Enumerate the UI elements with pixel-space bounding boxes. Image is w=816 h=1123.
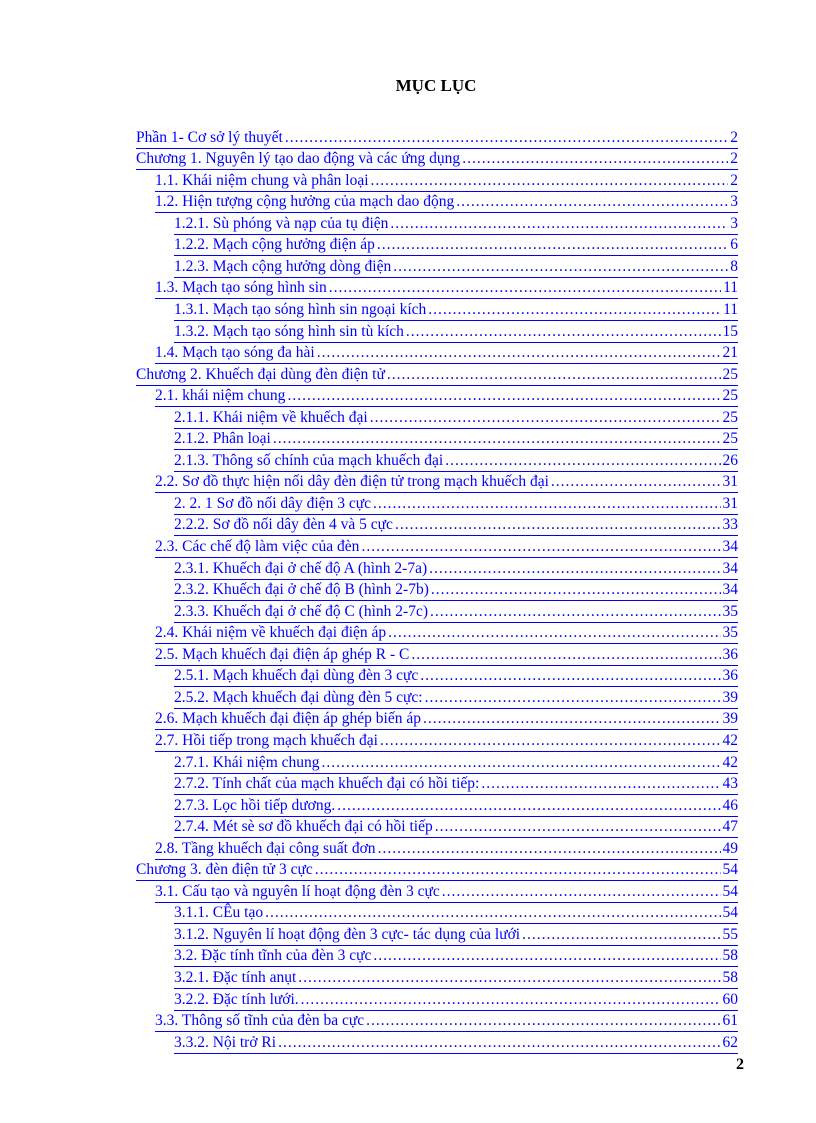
- toc-entry-title: 2.3.3. Khuếch đại ở chế độ C (hình 2-7c): [174, 602, 428, 620]
- toc-entry[interactable]: [155, 472, 738, 494]
- toc-dot-leader: [278, 1033, 720, 1053]
- toc-entry[interactable]: [174, 450, 738, 472]
- toc-entry[interactable]: [155, 623, 738, 645]
- toc-entry-page: 39: [722, 710, 738, 728]
- toc-entry-title: 2.7. Hồi tiếp trong mạch khuếch đại: [155, 731, 378, 749]
- toc-entry[interactable]: [174, 299, 738, 321]
- toc-entry[interactable]: [174, 774, 738, 796]
- toc-dot-leader: [462, 149, 728, 169]
- toc-entry[interactable]: [174, 407, 738, 429]
- page-title: MỤC LỤC: [395, 76, 477, 95]
- toc-entry-page: 42: [722, 753, 738, 771]
- toc-entry-title: 2.8. Tầng khuếch đại công suất đơn: [155, 839, 376, 857]
- toc-entry-page: 43: [722, 775, 738, 793]
- toc-entry-title: 3.2. Đặc tính tĩnh của đèn 3 cực: [174, 947, 372, 965]
- toc-dot-leader: [322, 753, 721, 773]
- toc-dot-leader: [395, 515, 721, 535]
- toc-dot-leader: [442, 882, 721, 902]
- toc-entry[interactable]: [174, 946, 738, 968]
- toc-entry-page: 2: [730, 128, 738, 146]
- toc-entry-page: 31: [722, 473, 738, 491]
- toc-entry-title: 3.1. Cấu tạo và nguyên lí hoạt động đèn 3 cực: [155, 882, 440, 900]
- toc-dot-leader: [366, 1011, 720, 1031]
- toc-dot-leader: [273, 429, 721, 449]
- toc-dot-leader: [445, 451, 720, 471]
- toc-entry[interactable]: [174, 558, 738, 580]
- toc-entry-page: 36: [722, 667, 738, 685]
- toc-entry[interactable]: [174, 493, 738, 515]
- toc-entry[interactable]: [155, 192, 738, 214]
- toc-entry-page: 54: [722, 861, 738, 879]
- toc-entry-title: 3.2.1. Đặc tính anụt: [174, 969, 297, 987]
- toc-entry[interactable]: [155, 1011, 738, 1033]
- toc-dot-leader: [423, 709, 721, 729]
- toc-entry-title: 2. 2. 1 Sơ đồ nối dây điện 3 cực: [174, 494, 371, 512]
- toc-entry-page: 58: [722, 969, 738, 987]
- toc-entry[interactable]: [174, 580, 738, 602]
- toc-dot-leader: [481, 774, 720, 794]
- toc-entry[interactable]: [155, 881, 738, 903]
- toc-entry-page: 11: [723, 300, 738, 318]
- toc-entry-title: 3.2.2. Đặc tính lưới.: [174, 990, 299, 1008]
- page-number: 2: [736, 1056, 744, 1073]
- toc-dot-leader: [522, 925, 720, 945]
- toc-entry-title: 2.7.4. Mét sè sơ đồ khuếch đại có hồi tiếp: [174, 818, 433, 836]
- toc-entry[interactable]: [174, 817, 738, 839]
- toc-entry-page: 15: [722, 322, 738, 340]
- toc-entry-title: 2.3. Các chế độ làm việc của đèn: [155, 538, 360, 556]
- toc-entry-page: 61: [722, 1012, 738, 1030]
- toc-entry-page: 49: [722, 839, 738, 857]
- toc-dot-leader: [377, 235, 728, 255]
- toc-entry-page: 25: [722, 387, 738, 405]
- toc-entry[interactable]: [174, 989, 738, 1011]
- toc-entry[interactable]: [155, 278, 738, 300]
- toc-entry-page: 21: [722, 344, 738, 362]
- toc-entry[interactable]: [155, 386, 738, 408]
- toc-entry[interactable]: [174, 924, 738, 946]
- toc-dot-leader: [456, 192, 728, 212]
- toc-dot-leader: [425, 688, 721, 708]
- toc-entry-page: 8: [730, 257, 738, 275]
- toc-dot-leader: [420, 666, 720, 686]
- toc-entry[interactable]: [174, 666, 738, 688]
- toc-entry-page: 6: [730, 236, 738, 254]
- toc-entry-title: 1.2. Hiện tượng cộng hưởng của mạch dao động: [155, 193, 455, 211]
- toc-entry[interactable]: [155, 838, 738, 860]
- toc-entry-title: 2.3.1. Khuếch đại ở chế độ A (hình 2-7a): [174, 559, 428, 577]
- toc-entry-title: 1.4. Mạch tạo sóng đa hài: [155, 344, 315, 362]
- toc-entry-page: 34: [722, 559, 738, 577]
- toc-entry-page: 33: [722, 516, 738, 534]
- toc-entry-title: 1.1. Khái niệm chung và phân loại: [155, 171, 369, 189]
- toc-entry-page: 46: [722, 796, 738, 814]
- toc-entry-title: 1.2.1. Sù phóng và nạp của tụ điện: [174, 214, 389, 232]
- toc-dot-leader: [388, 623, 720, 643]
- toc-entry-page: 3: [730, 214, 738, 232]
- toc-entry-title: 1.3.2. Mạch tạo sóng hình sin tù kích: [174, 322, 404, 340]
- toc-entry-page: 36: [722, 645, 738, 663]
- toc-entry-page: 55: [722, 925, 738, 943]
- toc-entry-page: 62: [722, 1033, 738, 1051]
- toc-entry-title: 2.1.2. Phân loại: [174, 430, 271, 448]
- toc-dot-leader: [551, 472, 721, 492]
- toc-entry-title: 2.3.2. Khuếch đại ở chế độ B (hình 2-7b): [174, 581, 429, 599]
- toc-entry-title: 3.3. Thông số tĩnh của đèn ba cực: [155, 1012, 365, 1030]
- toc-dot-leader: [390, 214, 728, 234]
- toc-dot-leader: [373, 946, 720, 966]
- toc-entry[interactable]: [174, 515, 738, 537]
- toc-dot-leader: [387, 365, 721, 385]
- toc-entry-page: 54: [722, 882, 738, 900]
- toc-entry-title: 1.3.1. Mạch tạo sóng hình sin ngoại kích: [174, 300, 427, 318]
- toc-dot-leader: [411, 645, 720, 665]
- toc-entry[interactable]: [155, 730, 738, 752]
- toc-dot-leader: [378, 839, 721, 859]
- toc-entry[interactable]: [136, 149, 738, 171]
- toc-entry-title: 2.2. Sơ đồ thực hiện nối dây đèn điện tử trong mạch khuếch đại: [155, 473, 549, 491]
- toc-entry-title: 2.7.2. Tính chất của mạch khuếch đại có hồi tiếp:: [174, 775, 480, 793]
- toc-entry[interactable]: [174, 213, 738, 235]
- toc-entry[interactable]: [174, 967, 738, 989]
- toc-dot-leader: [429, 559, 720, 579]
- toc-dot-leader: [317, 343, 721, 363]
- toc-dot-leader: [315, 860, 721, 880]
- toc-entry[interactable]: [174, 903, 738, 925]
- toc-entry-title: 1.3. Mạch tạo sóng hình sin: [155, 279, 327, 297]
- toc-entry-title: 2.1.1. Khái niệm về khuếch đại: [174, 408, 368, 426]
- toc-entry[interactable]: [174, 601, 738, 623]
- toc-entry-page: 54: [722, 904, 738, 922]
- toc-entry-title: 2.1.3. Thông số chính của mạch khuếch đại: [174, 451, 444, 469]
- toc-dot-leader: [371, 171, 729, 191]
- toc-dot-leader: [428, 300, 721, 320]
- toc-entry-title: Chương 3. đèn điện tử 3 cực: [136, 861, 313, 879]
- toc-entry[interactable]: [174, 1032, 738, 1054]
- toc-dot-leader: [393, 257, 728, 277]
- toc-entry-title: 2.1. khái niệm chung: [155, 387, 286, 405]
- toc-entry[interactable]: [174, 795, 738, 817]
- toc-entry-page: 11: [723, 279, 738, 297]
- toc-entry[interactable]: [136, 364, 738, 386]
- toc-entry-page: 3: [730, 193, 738, 211]
- toc-dot-leader: [298, 968, 720, 988]
- toc-dot-leader: [285, 128, 728, 148]
- toc-entry-title: 2.4. Khái niệm về khuếch đại điện áp: [155, 624, 387, 642]
- toc-dot-leader: [337, 796, 720, 816]
- toc-entry-page: 34: [722, 538, 738, 556]
- toc-entry-title: 1.2.2. Mạch cộng hưởng điện áp: [174, 236, 375, 254]
- toc-entry-page: 35: [722, 624, 738, 642]
- toc-dot-leader: [265, 903, 720, 923]
- toc-entry[interactable]: [174, 429, 738, 451]
- toc-entry-page: 39: [722, 688, 738, 706]
- toc-dot-leader: [380, 731, 721, 751]
- toc-entry-page: 2: [730, 150, 738, 168]
- toc-entry-page: 25: [722, 365, 738, 383]
- toc-entry-page: 35: [722, 602, 738, 620]
- toc-entry-title: 1.2.3. Mạch cộng hưởng dòng điện: [174, 257, 392, 275]
- toc-dot-leader: [406, 322, 721, 342]
- toc-entry[interactable]: [174, 235, 738, 257]
- toc-entry-title: 2.5.1. Mạch khuếch đại dùng đèn 3 cực: [174, 667, 419, 685]
- toc-entry[interactable]: [155, 343, 738, 365]
- toc-entry[interactable]: [136, 127, 738, 149]
- toc-dot-leader: [361, 537, 720, 557]
- toc-entry-title: 2.5.2. Mạch khuếch đại dùng đèn 5 cực:: [174, 688, 423, 706]
- toc-dot-leader: [431, 580, 721, 600]
- toc-entry-title: 2.5. Mạch khuếch đại điện áp ghép R - C: [155, 645, 410, 663]
- toc-entry-title: 3.1.1. CÊu tạo: [174, 904, 264, 922]
- toc-entry[interactable]: [155, 709, 738, 731]
- toc-entry-page: 42: [722, 731, 738, 749]
- toc-entry-page: 47: [722, 818, 738, 836]
- toc-dot-leader: [373, 494, 721, 514]
- toc-entry-page: 25: [722, 408, 738, 426]
- toc-entry[interactable]: [136, 860, 738, 882]
- toc-dot-leader: [329, 278, 721, 298]
- toc-entry-page: 34: [722, 581, 738, 599]
- toc-entry-page: 58: [722, 947, 738, 965]
- toc-entry-title: 2.7.3. Lọc hồi tiếp dương.: [174, 796, 336, 814]
- toc-dot-leader: [370, 408, 721, 428]
- toc-entry-title: 2.6. Mạch khuếch đại điện áp ghép biến áp: [155, 710, 421, 728]
- toc-entry[interactable]: [174, 256, 738, 278]
- toc-entry[interactable]: [155, 644, 738, 666]
- toc-entry-title: Chương 1. Nguyên lý tạo dao động và các ứng dụng: [136, 150, 461, 168]
- toc-entry-title: 2.2.2. Sơ đồ nối dây đèn 4 và 5 cực: [174, 516, 393, 534]
- toc-entry-title: 2.7.1. Khái niệm chung: [174, 753, 320, 771]
- toc-entry-page: 26: [722, 451, 738, 469]
- toc-entry[interactable]: [155, 536, 738, 558]
- toc-entry[interactable]: [174, 687, 738, 709]
- toc-entry-page: 60: [722, 990, 738, 1008]
- toc-entry[interactable]: [155, 170, 738, 192]
- toc-entry-page: 31: [722, 494, 738, 512]
- toc-dot-leader: [287, 386, 720, 406]
- toc-dot-leader: [301, 990, 721, 1010]
- toc-entry-title: Chương 2. Khuếch đại dùng đèn điện tử: [136, 365, 385, 383]
- toc-entry-page: 25: [722, 430, 738, 448]
- toc-entry-title: Phần 1- Cơ sở lý thuyết: [136, 128, 283, 146]
- toc-dot-leader: [435, 817, 721, 837]
- toc-entry[interactable]: [174, 321, 738, 343]
- toc-entry[interactable]: [174, 752, 738, 774]
- toc-entry-page: 2: [730, 171, 738, 189]
- toc-entry-title: 3.3.2. Nội trở Ri: [174, 1033, 277, 1051]
- toc-dot-leader: [430, 602, 721, 622]
- toc-entry-title: 3.1.2. Nguyên lí hoạt động đèn 3 cực- tác dụng của lưới: [174, 925, 521, 943]
